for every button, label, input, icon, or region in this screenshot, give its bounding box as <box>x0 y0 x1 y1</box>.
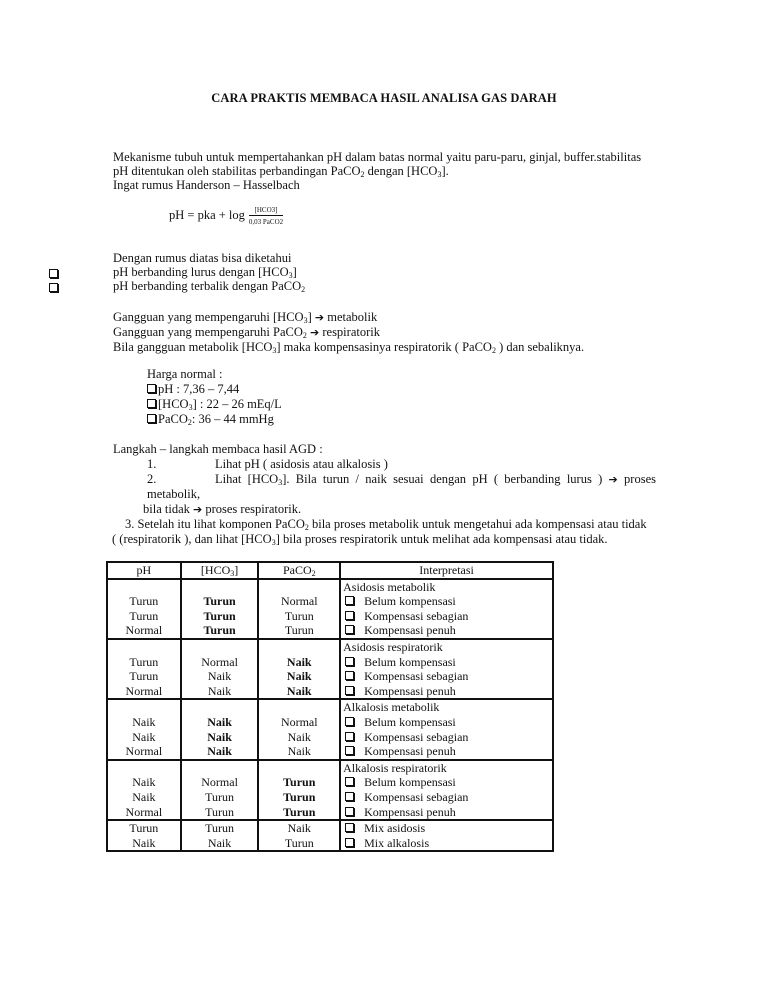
checkbox-bullet-icon <box>345 686 354 695</box>
list-item: Belum kompensasi <box>343 594 552 609</box>
gangguan-text: ) dan sebaliknya. <box>495 340 585 354</box>
subscript: 3 <box>272 346 277 355</box>
rumus-text: pH berbanding lurus dengan [HCO <box>113 265 289 279</box>
header-ph: pH <box>107 562 181 579</box>
langkah-text: bila proses metabolik untuk mengetahui ada kompensasi atau tidak <box>308 517 647 531</box>
rumus-item-2 <box>113 279 305 293</box>
table-row <box>107 639 553 699</box>
list-item: Mix alkalosis <box>343 836 552 851</box>
list-item: Kompensasi penuh <box>343 805 552 820</box>
table-row <box>107 820 553 851</box>
subscript: 3 <box>230 569 235 578</box>
checkbox-bullet-icon <box>345 732 354 741</box>
paco2-cell: Naik Naik Naik <box>258 639 340 699</box>
subscript: 2 <box>491 346 496 355</box>
harga-text: PaCO <box>158 412 188 426</box>
rumus-item-1 <box>113 265 297 279</box>
paco2-cell: Turun Turun Turun <box>258 760 340 820</box>
ph-cell: Turun Naik <box>107 820 181 851</box>
checkbox-bullet-icon <box>345 611 354 620</box>
langkah-text: ] bila proses respiratorik untuk melihat ada kompensasi atau tidak. <box>275 532 608 546</box>
list-item: Kompensasi sebagian <box>343 730 552 745</box>
rumus-intro: Dengan rumus diatas bisa diketahui <box>113 251 292 265</box>
paco2-cell: Normal Naik Naik <box>258 699 340 759</box>
group-heading: Asidosis metabolik <box>343 579 436 594</box>
langkah-step-2-number: 2. <box>147 472 157 486</box>
subscript: 2 <box>302 331 307 340</box>
subscript: 2 <box>311 569 316 578</box>
intro-text: dengan [HCO <box>364 164 438 178</box>
page-title: CARA PRAKTIS MEMBACA HASIL ANALISA GAS DARAH <box>211 91 557 105</box>
group-heading: Alkalosis respiratorik <box>343 760 447 775</box>
gangguan-line-2 <box>113 325 380 340</box>
subscript: 3 <box>288 271 293 280</box>
gangguan-text: respiratorik <box>319 325 380 339</box>
right-arrow-icon: ➔ <box>608 473 618 486</box>
harga-normal-ph <box>147 382 239 396</box>
list-item: Belum kompensasi <box>343 655 552 670</box>
harga-text: pH : 7,36 – 7,44 <box>158 382 240 396</box>
checkbox-bullet-icon <box>345 807 354 816</box>
interpretation-cell <box>340 760 553 820</box>
subscript: 2 <box>360 170 365 179</box>
henderson-formula <box>169 205 283 227</box>
subscript: 3 <box>303 316 308 325</box>
formula-numerator: [HCO3] <box>249 205 283 216</box>
list-item: Kompensasi penuh <box>343 684 552 699</box>
agd-interpretation-table <box>106 561 554 852</box>
harga-normal-paco2 <box>147 412 274 426</box>
paco2-cell: Normal Turun Turun <box>258 579 340 639</box>
hco3-cell: Normal Turun Turun <box>181 760 259 820</box>
checkbox-bullet-icon <box>147 384 156 393</box>
header-text: [HCO <box>200 563 231 577</box>
intro-text: pH ditentukan oleh stabilitas perbandingan PaCO <box>113 164 361 178</box>
group-heading: Asidosis respiratorik <box>343 639 443 654</box>
langkah-text: proses <box>617 472 656 486</box>
langkah-step-2-line-2: metabolik, <box>147 487 201 501</box>
intro-text: ]. <box>441 164 449 178</box>
interpretation-cell <box>340 579 553 639</box>
hco3-cell: Normal Naik Naik <box>181 639 259 699</box>
checkbox-bullet-icon <box>345 596 354 605</box>
header-text: ] <box>234 563 239 577</box>
list-item: Kompensasi penuh <box>343 744 552 759</box>
hco3-cell: Naik Naik Naik <box>181 699 259 759</box>
subscript: 2 <box>304 523 309 532</box>
gangguan-text: Gangguan yang mempengaruhi [HCO <box>113 310 304 324</box>
paco2-cell: Naik Turun <box>258 820 340 851</box>
checkbox-bullet-icon <box>345 657 354 666</box>
ph-cell: Turun Turun Normal <box>107 639 181 699</box>
header-text: PaCO <box>282 563 312 577</box>
gangguan-text: Gangguan yang mempengaruhi PaCO <box>113 325 303 339</box>
checkbox-bullet-icon <box>147 414 156 423</box>
header-hco3 <box>181 562 259 579</box>
gangguan-text: Bila gangguan metabolik [HCO <box>113 340 273 354</box>
gangguan-line-3 <box>113 340 584 354</box>
hco3-cell: Turun Naik <box>181 820 259 851</box>
harga-text: : 36 – 44 mmHg <box>191 412 274 426</box>
list-item: Kompensasi sebagian <box>343 790 552 805</box>
list-item: Belum kompensasi <box>343 775 552 790</box>
harga-normal-hco3 <box>147 397 282 411</box>
subscript: 3 <box>437 170 442 179</box>
gangguan-text: ] <box>307 310 312 324</box>
header-paco2 <box>258 562 340 579</box>
hco3-cell: Turun Turun Turun <box>181 579 259 639</box>
subscript: 3 <box>278 478 283 487</box>
rumus-text: pH berbanding terbalik dengan PaCO <box>113 279 302 293</box>
subscript: 3 <box>271 538 276 547</box>
list-item: Belum kompensasi <box>343 715 552 730</box>
langkah-text: ]. Bila turun / naik sesuai dengan pH ( berbanding lurus ) <box>282 472 603 486</box>
right-arrow-icon: ➔ <box>193 503 203 516</box>
interpretation-cell <box>340 820 553 851</box>
interpretation-cell <box>340 639 553 699</box>
intro-line-3: Ingat rumus Handerson – Hasselbach <box>113 178 300 192</box>
checkbox-bullet-icon <box>345 823 354 832</box>
checkbox-bullet-icon <box>345 625 354 634</box>
formula-fraction <box>249 205 283 227</box>
intro-line-1: Mekanisme tubuh untuk mempertahankan pH dalam batas normal yaitu paru-paru, ginjal, buffer.stabilitas <box>113 150 642 164</box>
ph-cell: Naik Naik Normal <box>107 760 181 820</box>
checkbox-bullet-icon <box>345 717 354 726</box>
harga-text: [HCO <box>158 397 189 411</box>
gangguan-text: metabolik <box>324 310 378 324</box>
langkah-heading: Langkah – langkah membaca hasil AGD : <box>113 442 323 456</box>
langkah-text: ( (respiratorik ), dan lihat [HCO <box>112 532 272 546</box>
checkbox-bullet-icon <box>345 792 354 801</box>
subscript: 2 <box>301 285 306 294</box>
checkbox-bullet-icon <box>345 671 354 680</box>
interpretation-cell <box>340 699 553 759</box>
ph-cell: Naik Naik Normal <box>107 699 181 759</box>
subscript: 3 <box>188 403 193 412</box>
checkbox-bullet-icon <box>345 777 354 786</box>
intro-line-2 <box>113 164 449 178</box>
langkah-step-1-number: 1. <box>147 457 157 471</box>
harga-normal-heading: Harga normal : <box>147 367 223 381</box>
gangguan-text: ] maka kompensasinya respiratorik ( PaCO <box>276 340 492 354</box>
formula-lhs: pH = pka + log <box>169 207 245 222</box>
list-item: Kompensasi sebagian <box>343 609 552 624</box>
langkah-text: Lihat [HCO <box>215 472 279 486</box>
right-arrow-icon: ➔ <box>314 311 325 324</box>
list-item: Kompensasi penuh <box>343 623 552 638</box>
header-interpretasi: Interpretasi <box>340 562 553 579</box>
langkah-text: 3. Setelah itu lihat komponen PaCO <box>125 517 305 531</box>
table-row <box>107 699 553 759</box>
checkbox-bullet-icon <box>49 267 60 282</box>
ph-cell: Turun Turun Normal <box>107 579 181 639</box>
subscript: 2 <box>187 418 192 427</box>
checkbox-bullet-icon <box>147 399 156 408</box>
group-heading: Alkalosis metabolik <box>343 700 440 715</box>
langkah-step-1-text: Lihat pH ( asidosis atau alkalosis ) <box>215 457 388 471</box>
formula-denominator: 0,03 PaCO2 <box>248 218 284 226</box>
table-row <box>107 579 553 639</box>
table-row <box>107 760 553 820</box>
harga-text: ] : 22 – 26 mEq/L <box>192 397 282 411</box>
rumus-text: ] <box>292 265 297 279</box>
right-arrow-icon: ➔ <box>310 326 320 339</box>
checkbox-bullet-icon <box>49 281 60 296</box>
langkah-step-2-line-3 <box>143 502 301 517</box>
langkah-step-3-line-1 <box>125 517 647 531</box>
gangguan-line-1 <box>113 310 377 325</box>
checkbox-bullet-icon <box>345 838 354 847</box>
list-item: Mix asidosis <box>343 821 552 836</box>
list-item: Kompensasi sebagian <box>343 669 552 684</box>
langkah-text: bila tidak <box>143 502 190 516</box>
checkbox-bullet-icon <box>345 746 354 755</box>
langkah-text: proses respiratorik. <box>202 502 302 516</box>
langkah-step-2-text <box>215 472 656 487</box>
langkah-step-3-line-2 <box>112 532 608 546</box>
table-header-row <box>107 562 553 579</box>
